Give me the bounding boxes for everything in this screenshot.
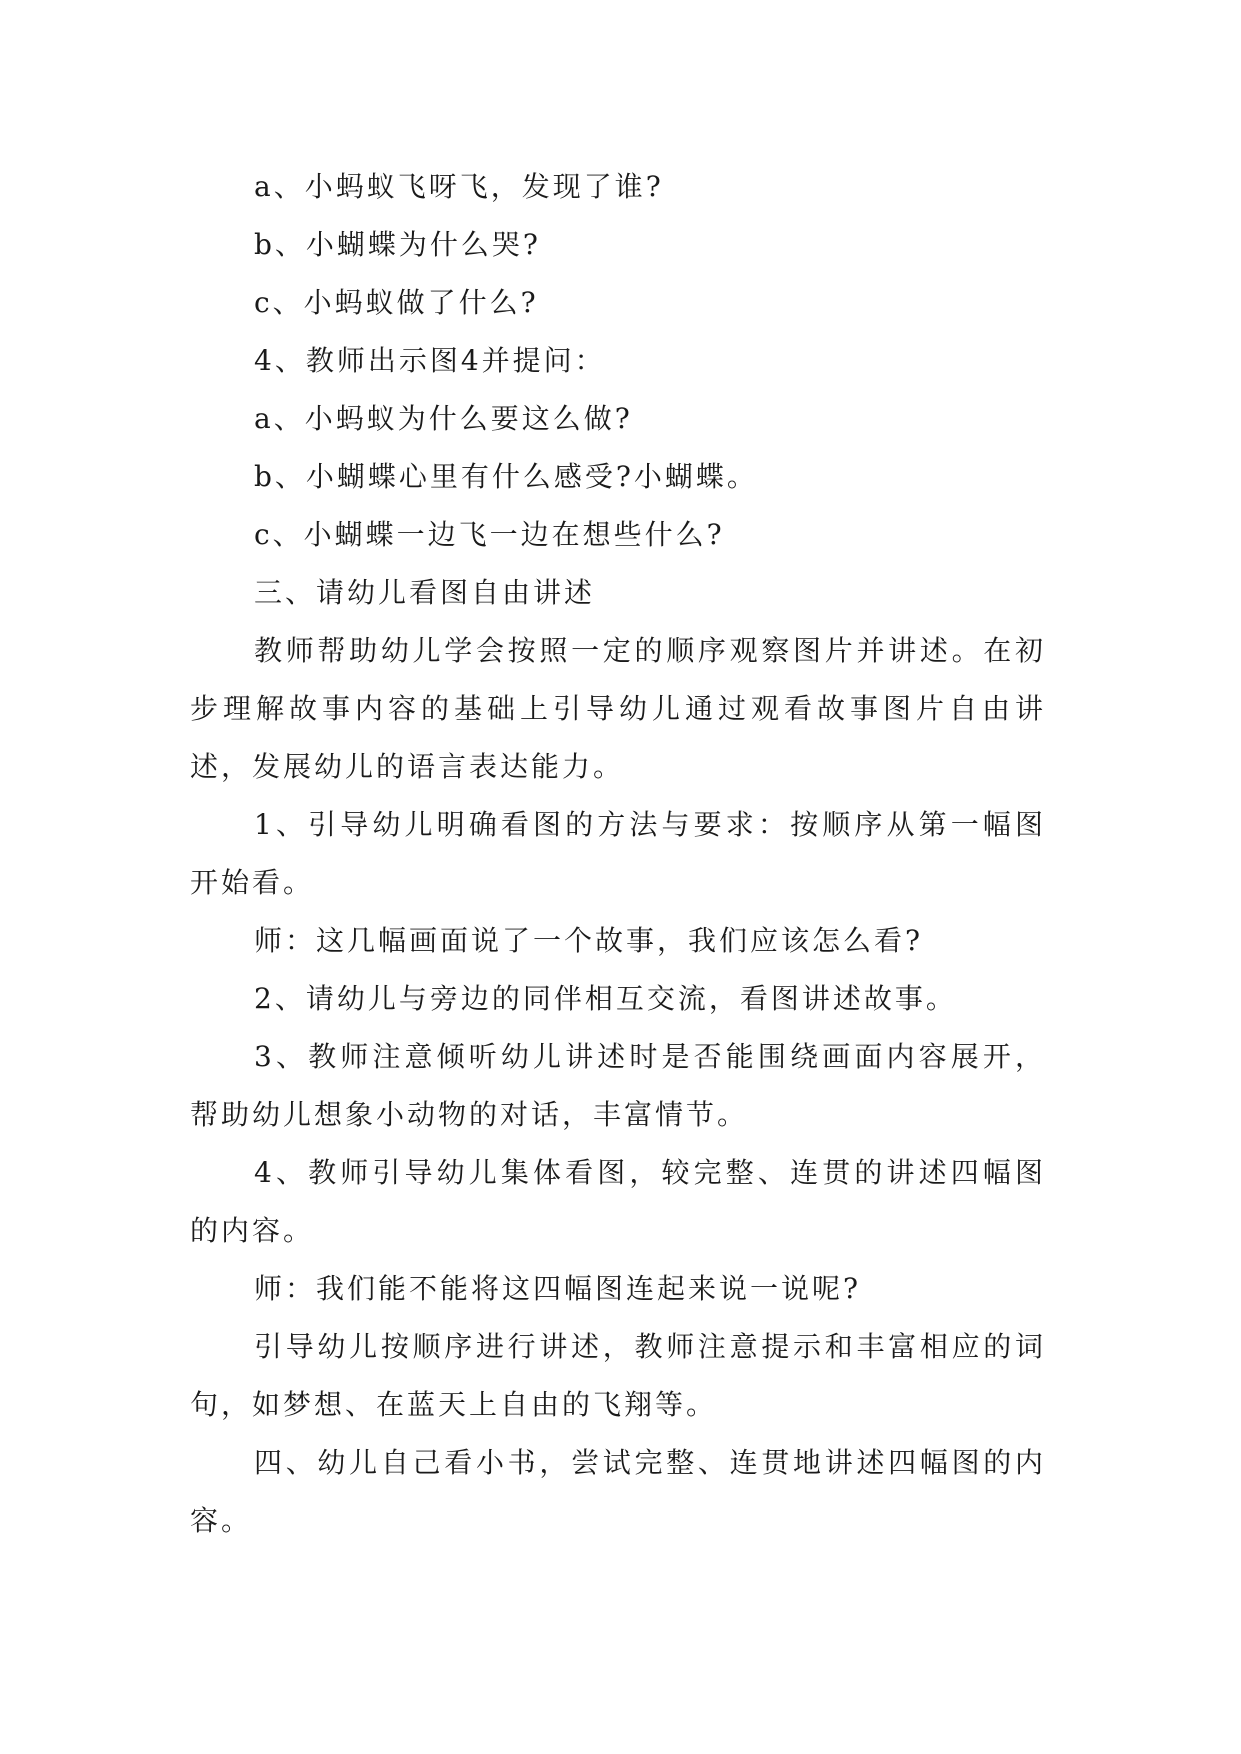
paragraph: 3、教师注意倾听幼儿讲述时是否能围绕画面内容展开，帮助幼儿想象小动物的对话，丰富情节。 <box>190 1040 1046 1131</box>
paragraph: 师：我们能不能将这四幅图连起来说一说呢? <box>254 1272 862 1305</box>
paragraph: b、小蝴蝶心里有什么感受?小蝴蝶。 <box>254 460 758 493</box>
paragraph: 师：这几幅画面说了一个故事，我们应该怎么看? <box>254 924 924 957</box>
paragraph: a、小蚂蚁飞呀飞，发现了谁? <box>254 170 664 203</box>
paragraph: a、小蚂蚁为什么要这么做? <box>254 402 633 435</box>
paragraph: c、小蝴蝶一边飞一边在想些什么? <box>254 518 725 551</box>
section-heading: 三、请幼儿看图自由讲述 <box>254 576 596 609</box>
paragraph: 教师帮助幼儿学会按照一定的顺序观察图片并讲述。在初步理解故事内容的基础上引导幼儿通过观看故事图片自由讲述，发展幼儿的语言表达能力。 <box>190 634 1046 783</box>
paragraph: 引导幼儿按顺序进行讲述，教师注意提示和丰富相应的词句，如梦想、在蓝天上自由的飞翔等。 <box>190 1330 1046 1421</box>
paragraph: c、小蚂蚁做了什么? <box>254 286 539 319</box>
document-body <box>190 158 1046 1550</box>
section-heading: 四、幼儿自己看小书，尝试完整、连贯地讲述四幅图的内容。 <box>190 1446 1046 1537</box>
paragraph: 1、引导幼儿明确看图的方法与要求：按顺序从第一幅图开始看。 <box>190 808 1046 899</box>
paragraph: 4、教师引导幼儿集体看图，较完整、连贯的讲述四幅图的内容。 <box>190 1156 1046 1247</box>
paragraph: 2、请幼儿与旁边的同伴相互交流，看图讲述故事。 <box>254 982 957 1015</box>
paragraph: 4、教师出示图4并提问： <box>254 344 606 377</box>
paragraph: b、小蝴蝶为什么哭? <box>254 228 541 261</box>
